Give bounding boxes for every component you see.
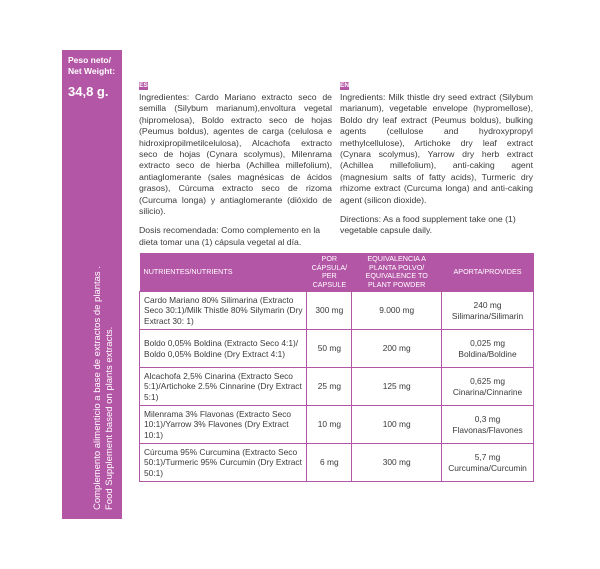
table-row <box>140 406 534 444</box>
ingredients-en: Ingredients: Milk thistle dry seed extract (Silybum marianum), vegetable envelope (hypromellose), Boldo dry leaf extract (Peumus boldus), bulking agents (cellulose and hydroxypropyl methylcellulose), Artichoke dry leaf extract (Cynara scolymus), Yarrow dry herb extract (Achillea millefolium), anti-caking agent (magnesium salts of fatty acids), Turmeric dry rhizome extract (Curcuma longa) and anti-caking agent (silicon dioxide). <box>340 92 533 205</box>
dosage-en: Directions: As a food supplement take one (1) vegetable capsule daily. <box>340 214 516 236</box>
provides-name: Flavonas/Flavones <box>452 424 523 435</box>
table-row <box>140 292 534 330</box>
provides-cell <box>442 444 534 482</box>
dosage-es: Dosis recomendada: Como complemento en la dieta tomar una (1) cápsula vegetal al día. <box>139 225 321 247</box>
table-row <box>140 444 534 482</box>
nutrient-name: Boldo 0,05% Boldina (Extracto Seco 4:1)/ Boldo 0,05% Boldine (Dry Extract 4:1) <box>140 330 307 368</box>
provides-cell <box>442 292 534 330</box>
provides-cell <box>442 368 534 406</box>
spanish-column <box>139 79 332 248</box>
provides-amount: 5,7 mg <box>474 452 501 462</box>
header-per-capsule: POR CÁPSULA/ PER CAPSULE <box>307 253 352 292</box>
provides-cell <box>442 406 534 444</box>
per-capsule-value: 6 mg <box>307 444 352 482</box>
table-row <box>140 330 534 368</box>
table-header-row <box>140 253 534 292</box>
nutrient-name: Cardo Mariano 80% Silimarina (Extracto Seco 30:1)/Milk Thistle 80% Silymarin (Dry Extract 30: 1) <box>140 292 307 330</box>
product-description-es: Complemento alimenticio a base de extractos de plantas . <box>92 266 103 510</box>
nutrient-name: Alcachofa 2,5% Cinarina (Extracto Seco 5:1)/Artichoke 2.5% Cinnarine (Dry Extract 5:1) <box>140 368 307 406</box>
header-nutrients: NUTRIENTES/NUTRIENTS <box>140 253 307 292</box>
table-row <box>140 368 534 406</box>
provides-name: Silimarina/Silimarin <box>451 310 524 321</box>
nutrition-table <box>139 253 534 482</box>
provides-cell <box>442 330 534 368</box>
provides-amount: 0,025 mg <box>470 338 505 348</box>
header-equivalence: EQUIVALENCIA A PLANTA POLVO/ EQUIVALENCE TO PLANT POWDER <box>352 253 442 292</box>
equivalence-value: 300 mg <box>352 444 442 482</box>
equivalence-value: 200 mg <box>352 330 442 368</box>
label-sidebar <box>62 50 122 519</box>
equivalence-value: 9.000 mg <box>352 292 442 330</box>
provides-amount: 240 mg <box>473 300 502 310</box>
provides-name: Boldina/Boldine <box>458 348 517 359</box>
provides-name: Cinarina/Cinnarine <box>452 386 523 397</box>
header-provides: APORTA/PROVIDES <box>442 253 534 292</box>
nutrient-name: Cúrcuma 95% Curcumina (Extracto Seco 50:1)/Turmeric 95% Curcumin (Dry Extract 50:1) <box>140 444 307 482</box>
equivalence-value: 125 mg <box>352 368 442 406</box>
per-capsule-value: 25 mg <box>307 368 352 406</box>
provides-name: Curcumina/Curcumin <box>448 462 527 473</box>
ingredients-es: Ingredientes: Cardo Mariano extracto seco de semilla (Silybum marianum),envoltura vegetal (hipromelosa), Boldo extracto seco de hojas (Peumus boldus), agentes de carga (celulosa e hidroxipropilmetilcelulosa), Alcachofa extracto seco de hojas (Cynara scolymus), Milenrama extracto seco de hierba (Achillea millefolium), antiaglomerante (sales magnésicas de ácidos grasos), Cúrcuma extracto seco de rizoma (Curcuma longa) y antiaglomerante (dióxido de silicio). <box>139 92 332 217</box>
net-weight-label: Peso neto/ Net Weight: <box>68 55 116 76</box>
per-capsule-value: 300 mg <box>307 292 352 330</box>
equivalence-value: 100 mg <box>352 406 442 444</box>
english-column <box>340 79 533 237</box>
per-capsule-value: 50 mg <box>307 330 352 368</box>
net-weight-value: 34,8 g. <box>68 84 109 99</box>
nutrient-name: Milenrama 3% Flavonas (Extracto Seco 10:1)/Yarrow 3% Flavones (Dry Extract 10:1) <box>140 406 307 444</box>
per-capsule-value: 10 mg <box>307 406 352 444</box>
provides-amount: 0,625 mg <box>470 376 505 386</box>
product-description <box>92 110 116 510</box>
provides-amount: 0,3 mg <box>474 414 501 424</box>
product-description-en: Food Supplement based on plants extracts. <box>104 326 115 510</box>
language-badge-es: ES <box>139 82 148 89</box>
language-badge-en: EN <box>340 82 350 89</box>
